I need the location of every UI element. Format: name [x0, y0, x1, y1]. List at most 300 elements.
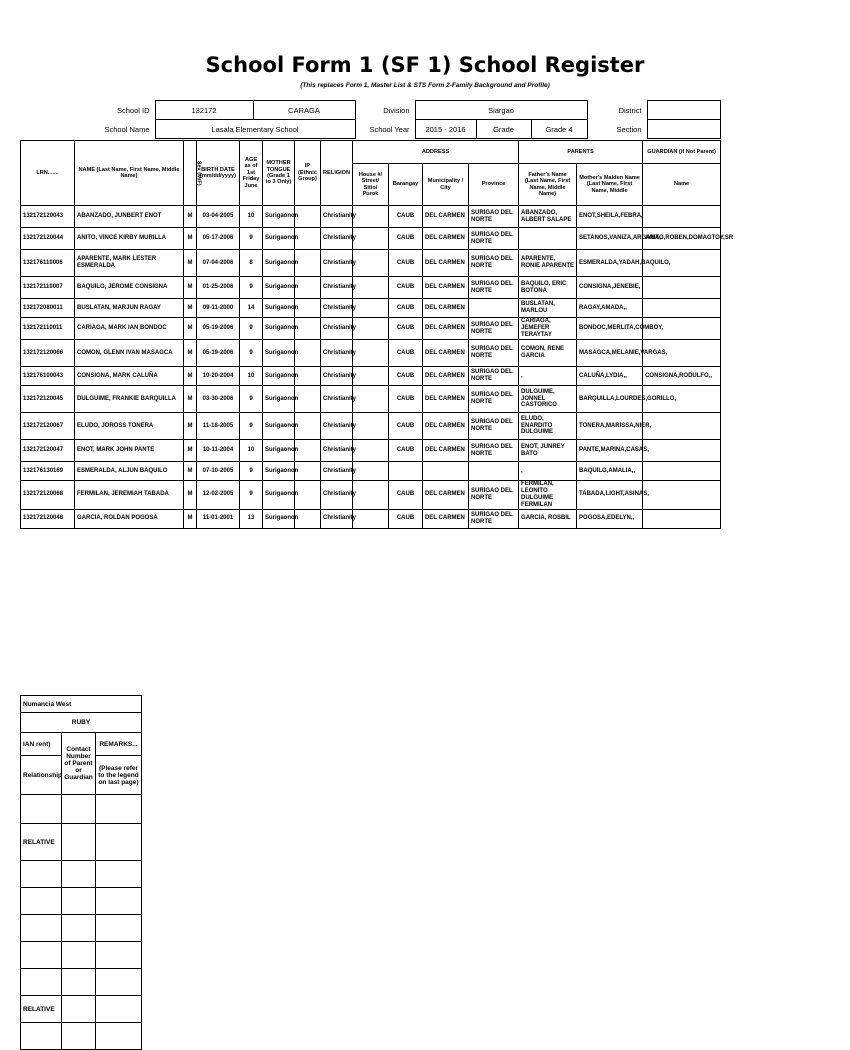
name-cell: ESMERALDA, ALJUN BAQUILO: [75, 462, 184, 481]
table-row: [21, 440, 721, 462]
header-address: ADDRESS: [353, 141, 519, 164]
age-cell: 14: [240, 299, 263, 318]
religion-cell: Christianity: [321, 462, 353, 481]
age-cell: 10: [240, 206, 263, 228]
province-cell: SURIGAO DEL NORTE: [469, 440, 519, 462]
father-name-cell: CARIAGA, JEMEFER TERAYTAY: [519, 318, 577, 340]
age-cell: 9: [240, 318, 263, 340]
header-religion: RELIGION: [321, 141, 353, 206]
province-cell: SURIGAO DEL NORTE: [469, 228, 519, 250]
father-name-cell: BAQUILO, ERIC BOTONA: [519, 277, 577, 299]
sex-cell: M: [184, 462, 197, 481]
name-cell: APARENTE, MARK LESTER ESMERALDA: [75, 250, 184, 277]
header-mother-tongue: MOTHER TONGUE (Grade 1 to 3 Only): [263, 141, 295, 206]
mother-tongue-cell: Surigaonon: [263, 509, 295, 528]
municipality-cell: DEL CARMEN: [423, 250, 469, 277]
birth-date-cell: 05-19-2006: [197, 340, 240, 367]
religion-cell: Christianity: [321, 440, 353, 462]
father-name-cell: ELUDO, ENARDITO DULGUIME: [519, 413, 577, 440]
sex-cell: M: [184, 206, 197, 228]
house-cell: [353, 318, 389, 340]
ip-cell: [295, 318, 321, 340]
barangay-cell: CAUB: [389, 206, 423, 228]
school-name-label: School Name: [104, 124, 150, 134]
province-cell: SURIGAO DEL NORTE: [469, 206, 519, 228]
ip-cell: [295, 481, 321, 510]
municipality-cell: [423, 462, 469, 481]
religion-cell: Christianity: [321, 340, 353, 367]
ip-cell: [295, 299, 321, 318]
father-name-cell: GARCIA, ROSBIL: [519, 509, 577, 528]
sex-cell: M: [184, 386, 197, 413]
lrn-cell: 132172120068: [21, 481, 75, 510]
section-value: [647, 120, 720, 139]
mother-tongue-cell: Surigaonon: [263, 440, 295, 462]
name-cell: ANITO, VINCE KIRBY MURILLA: [75, 228, 184, 250]
religion-cell: Christianity: [321, 386, 353, 413]
relationship-cell: RELATIVE: [21, 996, 62, 1023]
house-cell: [353, 277, 389, 299]
guardian-name-cell: [643, 299, 721, 318]
lrn-cell: 132172110011: [21, 318, 75, 340]
age-cell: 13: [240, 509, 263, 528]
barangay-cell: [389, 462, 423, 481]
mother-tongue-cell: Surigaonon: [263, 228, 295, 250]
age-cell: 9: [240, 481, 263, 510]
name-cell: BUSLATAN, MARJUN RAGAY: [75, 299, 184, 318]
remarks-cell: [96, 888, 142, 915]
division-label: Division: [383, 105, 410, 115]
house-cell: [353, 440, 389, 462]
barangay-cell: CAUB: [389, 440, 423, 462]
header-guardian: GUARDIAN (if Not Parent): [643, 141, 721, 164]
barangay-cell: CAUB: [389, 481, 423, 510]
age-cell: 9: [240, 228, 263, 250]
table-row: [21, 250, 721, 277]
province-cell: SURIGAO DEL NORTE: [469, 367, 519, 386]
school-info-table: [20, 100, 721, 139]
relationship-cell: [21, 795, 62, 824]
school-year-grade-cell: [415, 120, 587, 139]
section-value-fragment: RUBY: [21, 713, 142, 733]
lrn-cell: 132172080011: [21, 299, 75, 318]
table-row: [21, 969, 142, 996]
header-birth-date: BIRTH DATE (mm/dd/yyyy): [197, 141, 240, 206]
father-name-cell: APARENTE, RONIE APARENTE: [519, 250, 577, 277]
religion-cell: Christianity: [321, 509, 353, 528]
name-cell: COMON, GLENN IVAN MASAGCA: [75, 340, 184, 367]
ip-cell: [295, 386, 321, 413]
age-cell: 9: [240, 277, 263, 299]
remarks-cell: [96, 996, 142, 1023]
guardian-name-cell: [643, 206, 721, 228]
section-label: Section: [616, 124, 642, 134]
father-name-cell: BUSLATAN, MARLOU: [519, 299, 577, 318]
guardian-header-fragment: IAN rent): [21, 733, 62, 756]
grade-value: Grade 4: [545, 124, 573, 134]
province-cell: SURIGAO DEL NORTE: [469, 250, 519, 277]
province-cell: SURIGAO DEL NORTE: [469, 386, 519, 413]
name-cell: BAQUILO, JEROME CONSIGNA: [75, 277, 184, 299]
mother-name-cell: TABADA,LIGHT,ASINAS,: [577, 481, 643, 510]
mother-tongue-cell: Surigaonon: [263, 318, 295, 340]
sex-cell: M: [184, 277, 197, 299]
region-value: CARAGA: [253, 101, 355, 120]
relationship-cell: [21, 969, 62, 996]
province-cell: SURIGAO DEL NORTE: [469, 340, 519, 367]
mother-tongue-cell: Surigaonon: [263, 250, 295, 277]
father-name-cell: DULGUIME, JONNEL CASTORICO: [519, 386, 577, 413]
lrn-cell: 132172120048: [21, 509, 75, 528]
guardian-name-cell: [643, 440, 721, 462]
birth-date-cell: 07-10-2005: [197, 462, 240, 481]
contact-number-cell: [62, 824, 96, 861]
header-lrn: LRN.......: [21, 141, 75, 206]
school-year-label: School Year: [369, 124, 410, 134]
father-name-cell: ,: [519, 462, 577, 481]
barangay-cell: CAUB: [389, 228, 423, 250]
school-id-value: 132172: [155, 101, 253, 120]
sex-cell: M: [184, 440, 197, 462]
relationship-cell: [21, 1023, 62, 1050]
page-subtitle: (This replaces Form 1, Master List & STS Form 2-Family Background and Profile): [300, 82, 550, 89]
student-register-table: [20, 140, 734, 529]
lrn-cell: 132172120045: [21, 386, 75, 413]
father-name-cell: [519, 228, 577, 250]
remarks-note: (Please refer to the legend on last page): [96, 756, 142, 795]
birth-date-cell: 11-18-2005: [197, 413, 240, 440]
house-cell: [353, 340, 389, 367]
mother-name-cell: MASAGCA,MELANIE,VARGAS,: [577, 340, 643, 367]
contact-number-cell: [62, 915, 96, 942]
religion-cell: Christianity: [321, 318, 353, 340]
school-year-value: 2015 - 2016: [416, 120, 477, 138]
table-row: [21, 206, 721, 228]
religion-cell: Christianity: [321, 367, 353, 386]
province-cell: [469, 299, 519, 318]
birth-date-cell: 05-19-2006: [197, 318, 240, 340]
municipality-cell: DEL CARMEN: [423, 318, 469, 340]
remarks-cell: [96, 969, 142, 996]
age-cell: 9: [240, 386, 263, 413]
province-cell: SURIGAO DEL NORTE: [469, 509, 519, 528]
religion-cell: Christianity: [321, 228, 353, 250]
contact-number-header: Contact Number of Parent or Guardian: [62, 733, 96, 795]
birth-date-cell: 12-02-2005: [197, 481, 240, 510]
municipality-cell: DEL CARMEN: [423, 440, 469, 462]
mother-name-cell: TONERA,MARISSA,NIER,: [577, 413, 643, 440]
religion-cell: Christianity: [321, 481, 353, 510]
sex-cell: M: [184, 481, 197, 510]
barangay-cell: CAUB: [389, 413, 423, 440]
sex-cell: M: [184, 299, 197, 318]
municipality-cell: DEL CARMEN: [423, 277, 469, 299]
school-id-label: School ID: [116, 105, 150, 115]
name-cell: GARCIA, ROLDAN POGOSA: [75, 509, 184, 528]
relationship-cell: [21, 942, 62, 969]
province-cell: [469, 462, 519, 481]
sex-cell: M: [184, 318, 197, 340]
house-cell: [353, 481, 389, 510]
ip-cell: [295, 228, 321, 250]
barangay-cell: CAUB: [389, 367, 423, 386]
house-cell: [353, 462, 389, 481]
header-sex: Sex (M/F): [184, 141, 197, 206]
contact-number-cell: [62, 861, 96, 888]
ip-cell: [295, 250, 321, 277]
father-name-cell: ,: [519, 367, 577, 386]
ip-cell: [295, 462, 321, 481]
mother-name-cell: CONSIGNA,JENEBIE,: [577, 277, 643, 299]
barangay-cell: CAUB: [389, 340, 423, 367]
mother-tongue-cell: Surigaonon: [263, 481, 295, 510]
house-cell: [353, 413, 389, 440]
mother-name-cell: BARQUILLA,LOURDES,GORILLO,: [577, 386, 643, 413]
father-name-cell: COMON, RENE GARCIA: [519, 340, 577, 367]
religion-cell: Christianity: [321, 299, 353, 318]
mother-tongue-cell: Surigaonon: [263, 367, 295, 386]
contact-number-cell: [62, 888, 96, 915]
mother-name-cell: BONDOC,MERLITA,COMBOY,: [577, 318, 643, 340]
birth-date-cell: 10-11-2004: [197, 440, 240, 462]
father-name-cell: ABANZADO, ALBERT SALAPE: [519, 206, 577, 228]
ip-cell: [295, 340, 321, 367]
table-row: [21, 386, 721, 413]
religion-cell: Christianity: [321, 206, 353, 228]
table-row: [21, 462, 721, 481]
birth-date-cell: 03-04-2005: [197, 206, 240, 228]
relationship-cell: [21, 915, 62, 942]
name-cell: CONSIGNA, MARK CALUÑA: [75, 367, 184, 386]
house-cell: [353, 299, 389, 318]
remarks-cell: [96, 795, 142, 824]
district-value-fragment: Numancia West: [21, 696, 142, 713]
birth-date-cell: 01-25-2006: [197, 277, 240, 299]
sex-cell: M: [184, 340, 197, 367]
relationship-cell: RELATIVE: [21, 824, 62, 861]
guardian-name-cell: [643, 277, 721, 299]
province-cell: SURIGAO DEL NORTE: [469, 413, 519, 440]
remarks-cell: [96, 861, 142, 888]
ip-cell: [295, 277, 321, 299]
lrn-cell: 132176110006: [21, 250, 75, 277]
lrn-cell: 132172120047: [21, 440, 75, 462]
school-name-value: Lasala Elementary School: [155, 120, 355, 139]
municipality-cell: DEL CARMEN: [423, 367, 469, 386]
house-cell: [353, 228, 389, 250]
contact-number-cell: [62, 795, 96, 824]
side-fragment-table: [20, 695, 142, 1050]
remarks-cell: [96, 942, 142, 969]
header-house: House #/ Street/ Sitio/ Purok: [353, 164, 389, 206]
house-cell: [353, 386, 389, 413]
table-row: [21, 481, 721, 510]
header-province: Province: [469, 164, 519, 206]
religion-cell: Christianity: [321, 277, 353, 299]
birth-date-cell: 09-11-2000: [197, 299, 240, 318]
table-row: [21, 367, 721, 386]
barangay-cell: CAUB: [389, 386, 423, 413]
age-cell: 8: [240, 250, 263, 277]
age-cell: 9: [240, 413, 263, 440]
guardian-name-cell: CONSIGNA,RODULFO,,: [643, 367, 721, 386]
grade-label: Grade: [476, 120, 531, 138]
house-cell: [353, 250, 389, 277]
lrn-cell: 132176130169: [21, 462, 75, 481]
birth-date-cell: 03-30-2006: [197, 386, 240, 413]
ip-cell: [295, 440, 321, 462]
sex-cell: M: [184, 413, 197, 440]
contact-number-cell: [62, 969, 96, 996]
barangay-cell: CAUB: [389, 277, 423, 299]
province-cell: SURIGAO DEL NORTE: [469, 318, 519, 340]
mother-name-cell: ENOT,SHEILA,FEBRA,: [577, 206, 643, 228]
municipality-cell: DEL CARMEN: [423, 509, 469, 528]
barangay-cell: CAUB: [389, 509, 423, 528]
table-row: [21, 277, 721, 299]
father-name-cell: FERMILAN, LEONITO DULGUIME FERMILAN: [519, 481, 577, 510]
birth-date-cell: 07-04-2006: [197, 250, 240, 277]
age-cell: 10: [240, 440, 263, 462]
barangay-cell: CAUB: [389, 318, 423, 340]
father-name-cell: ENOT, JUNREY BATO: [519, 440, 577, 462]
header-parents: PARENTS: [519, 141, 643, 164]
header-barangay: Barangay: [389, 164, 423, 206]
table-row: [21, 228, 721, 250]
mother-tongue-cell: Surigaonon: [263, 206, 295, 228]
division-value: Siargao: [415, 101, 587, 120]
age-cell: 9: [240, 340, 263, 367]
ip-cell: [295, 367, 321, 386]
lrn-cell: 132172120067: [21, 413, 75, 440]
sex-cell: M: [184, 228, 197, 250]
name-cell: ELUDO, JOROSS TONERA: [75, 413, 184, 440]
header-mother: Mother's Maiden Name (Last Name, First Name, Middle: [577, 164, 643, 206]
sex-cell: M: [184, 367, 197, 386]
header-name: NAME (Last Name, First Name, Middle Name): [75, 141, 184, 206]
table-row: [21, 888, 142, 915]
birth-date-cell: 10-20-2004: [197, 367, 240, 386]
district-value: [647, 101, 720, 120]
name-cell: CARIAGA, MARK IAN BONDOC: [75, 318, 184, 340]
guardian-name-cell: [643, 413, 721, 440]
mother-name-cell: BAQUILO,AMALIA,,: [577, 462, 643, 481]
province-cell: SURIGAO DEL NORTE: [469, 277, 519, 299]
mother-name-cell: CALUÑA,LYDIA,,: [577, 367, 643, 386]
municipality-cell: DEL CARMEN: [423, 228, 469, 250]
birth-date-cell: 11-01-2001: [197, 509, 240, 528]
mother-tongue-cell: Surigaonon: [263, 299, 295, 318]
table-row: [21, 1023, 142, 1050]
table-row: [21, 942, 142, 969]
header-father: Father's Name (Last Name, First Name, Middle Name): [519, 164, 577, 206]
municipality-cell: DEL CARMEN: [423, 481, 469, 510]
relationship-cell: [21, 888, 62, 915]
lrn-cell: 132172120043: [21, 206, 75, 228]
header-guardian-name: Name: [643, 164, 721, 206]
mother-name-cell: PANTE,MARINA,CASAS,: [577, 440, 643, 462]
municipality-cell: DEL CARMEN: [423, 413, 469, 440]
table-row: [21, 340, 721, 367]
house-cell: [353, 367, 389, 386]
table-row: [21, 318, 721, 340]
header-age: AGE as of 1st Friday June: [240, 141, 263, 206]
mother-tongue-cell: Surigaonon: [263, 340, 295, 367]
ip-cell: [295, 413, 321, 440]
relationship-cell: [21, 861, 62, 888]
municipality-cell: DEL CARMEN: [423, 206, 469, 228]
lrn-cell: 132172110007: [21, 277, 75, 299]
barangay-cell: CAUB: [389, 250, 423, 277]
barangay-cell: CAUB: [389, 299, 423, 318]
religion-cell: Christianity: [321, 413, 353, 440]
municipality-cell: DEL CARMEN: [423, 340, 469, 367]
district-label: District: [618, 105, 642, 115]
mother-tongue-cell: Surigaonon: [263, 462, 295, 481]
table-row: [21, 795, 142, 824]
table-row: [21, 996, 142, 1023]
age-cell: 10: [240, 367, 263, 386]
age-cell: 9: [240, 462, 263, 481]
mother-tongue-cell: Surigaonon: [263, 413, 295, 440]
municipality-cell: DEL CARMEN: [423, 386, 469, 413]
table-row: [21, 509, 721, 528]
name-cell: ABANZADO, JUNBERT ENOT: [75, 206, 184, 228]
mother-tongue-cell: Surigaonon: [263, 277, 295, 299]
remarks-cell: [96, 915, 142, 942]
contact-number-cell: [62, 942, 96, 969]
name-cell: ENOT, MARK JOHN PANTE: [75, 440, 184, 462]
table-row: [21, 861, 142, 888]
name-cell: DULGUIME, FRANKIE BARQUILLA: [75, 386, 184, 413]
table-row: [21, 824, 142, 861]
mother-name-cell: ESMERALDA,YADAH,BAQUILO,: [577, 250, 643, 277]
ip-cell: [295, 206, 321, 228]
municipality-cell: DEL CARMEN: [423, 299, 469, 318]
mother-name-cell: RAGAY,AMADA,,: [577, 299, 643, 318]
sex-cell: M: [184, 509, 197, 528]
table-row: [21, 915, 142, 942]
remarks-header: REMARKS...: [96, 733, 142, 756]
lrn-cell: 132172120066: [21, 340, 75, 367]
ip-cell: [295, 509, 321, 528]
name-cell: FERMILAN, JEREMIAH TABADA: [75, 481, 184, 510]
mother-name-cell: SETANOS,VANIZA,ARGANA,: [577, 228, 643, 250]
guardian-name-cell: [643, 509, 721, 528]
table-row: [21, 413, 721, 440]
header-ip: IP (Ethnic Group): [295, 141, 321, 206]
page-title: School Form 1 (SF 1) School Register: [205, 53, 645, 77]
house-cell: [353, 509, 389, 528]
guardian-name-cell: [643, 462, 721, 481]
header-municipality: Municipality / City: [423, 164, 469, 206]
mother-name-cell: POGOSA,EDELYN,,: [577, 509, 643, 528]
religion-cell: Christianity: [321, 250, 353, 277]
remarks-cell: [96, 1023, 142, 1050]
guardian-name-cell: [643, 481, 721, 510]
sex-cell: M: [184, 250, 197, 277]
remarks-cell: [96, 824, 142, 861]
lrn-cell: 132172120044: [21, 228, 75, 250]
contact-number-cell: [62, 1023, 96, 1050]
province-cell: SURIGAO DEL NORTE: [469, 481, 519, 510]
mother-tongue-cell: Surigaonon: [263, 386, 295, 413]
birth-date-cell: 05-17-2006: [197, 228, 240, 250]
table-row: [21, 299, 721, 318]
house-cell: [353, 206, 389, 228]
lrn-cell: 132176100043: [21, 367, 75, 386]
contact-number-cell: [62, 996, 96, 1023]
